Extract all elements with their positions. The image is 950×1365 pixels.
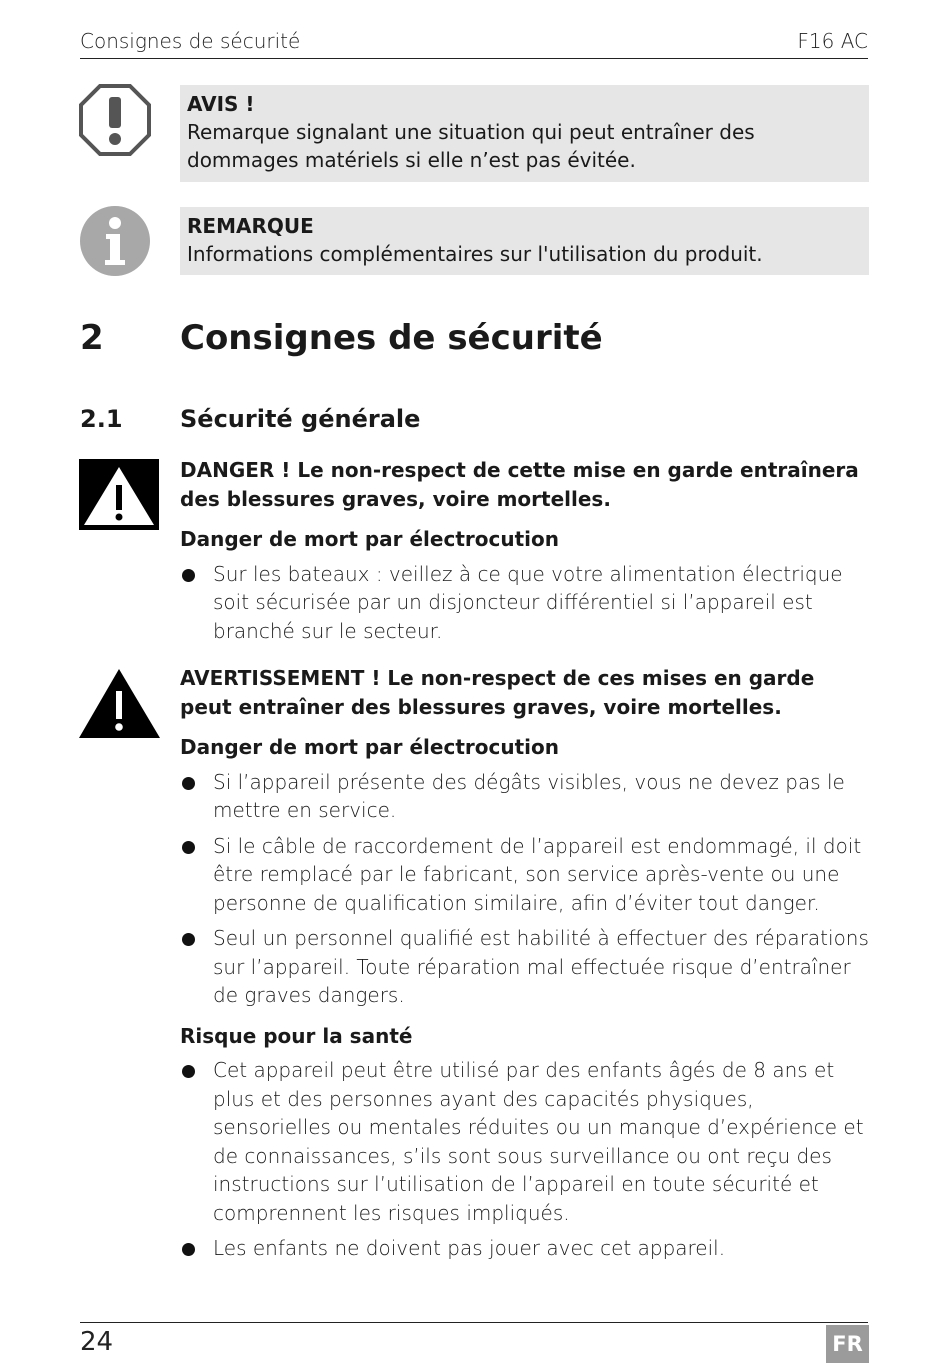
notice-title: AVIS ! <box>187 92 255 116</box>
list-item: Les enfants ne doivent pas jouer avec cet appareil. <box>180 1234 870 1263</box>
bullet-icon <box>182 933 195 946</box>
warning-subtitle-health: Risque pour la santé <box>180 1023 413 1048</box>
notice-title: REMARQUE <box>187 214 314 238</box>
notice-text: Informations complémentaires sur l'utilisation du produit. <box>187 242 763 266</box>
warning-subtitle-electrocution: Danger de mort par électrocution <box>180 735 559 759</box>
section-number: 2 <box>80 318 104 358</box>
list-item: Si le câble de raccordement de l’appareil est endommagé, il doit être remplacé par le fabricant, son service après-vente ou une personne de qualification similaire, afin d’éviter tout danger. <box>180 832 870 918</box>
list-item: Si l’appareil présente des dégâts visibles, vous ne devez pas le mettre en service. <box>180 768 870 825</box>
subsection-number: 2.1 <box>80 405 123 433</box>
list-item: Seul un personnel qualifié est habilité à effectuer des réparations sur l’appareil. Toute réparation mal effectuée risque d’entraîner de graves dangers. <box>180 924 870 1010</box>
header-model: F16 AC <box>797 29 868 53</box>
danger-lead: DANGER ! Le non-respect de cette mise en garde entraînera des blessures graves, voire mortelles. <box>180 458 859 511</box>
warning-list-health <box>180 1056 870 1263</box>
warning-lead: AVERTISSEMENT ! Le non-respect de ces mises en garde peut entraîner des blessures graves, voire mortelles. <box>180 666 815 719</box>
section-title: Consignes de sécurité <box>180 318 603 358</box>
language-badge: FR <box>826 1325 869 1363</box>
bullet-icon <box>182 1065 195 1078</box>
list-item: Sur les bateaux : veillez à ce que votre alimentation électrique soit sécurisée par un disjoncteur différentiel si l’appareil est branché sur le secteur. <box>180 560 870 646</box>
danger-list <box>180 560 870 646</box>
warning-list-electrocution <box>180 768 870 1010</box>
info-icon <box>78 204 152 278</box>
danger-subtitle: Danger de mort par électrocution <box>180 527 559 551</box>
header-chapter: Consignes de sécurité <box>80 29 301 53</box>
subsection-title: Sécurité générale <box>180 405 421 433</box>
octagon-exclamation-icon <box>78 83 152 157</box>
page-number: 24 <box>80 1327 114 1357</box>
page-header <box>80 26 868 59</box>
bullet-icon <box>182 1243 195 1256</box>
footer-rule <box>80 1322 868 1323</box>
notice-avis <box>180 85 869 182</box>
danger-block <box>180 456 870 652</box>
warning-triangle-boxed-icon <box>79 459 161 531</box>
bullet-icon <box>182 569 195 582</box>
bullet-icon <box>182 777 195 790</box>
warning-triangle-icon <box>79 667 161 739</box>
warning-block <box>180 664 870 1270</box>
notice-text: Remarque signalant une situation qui peut entraîner des dommages matériels si elle n’est pas évitée. <box>187 120 755 172</box>
list-item: Cet appareil peut être utilisé par des enfants âgés de 8 ans et plus et des personnes ayant des capacités physiques, sensorielles ou mentales réduites ou un manque d’expérience et de connaissances, s’ils sont sous surveillance ou ont reçu des instructions sur l’utilisation de l’appareil en toute sécurité et comprennent les risques impliqués. <box>180 1056 870 1227</box>
notice-remarque <box>180 207 869 275</box>
bullet-icon <box>182 841 195 854</box>
